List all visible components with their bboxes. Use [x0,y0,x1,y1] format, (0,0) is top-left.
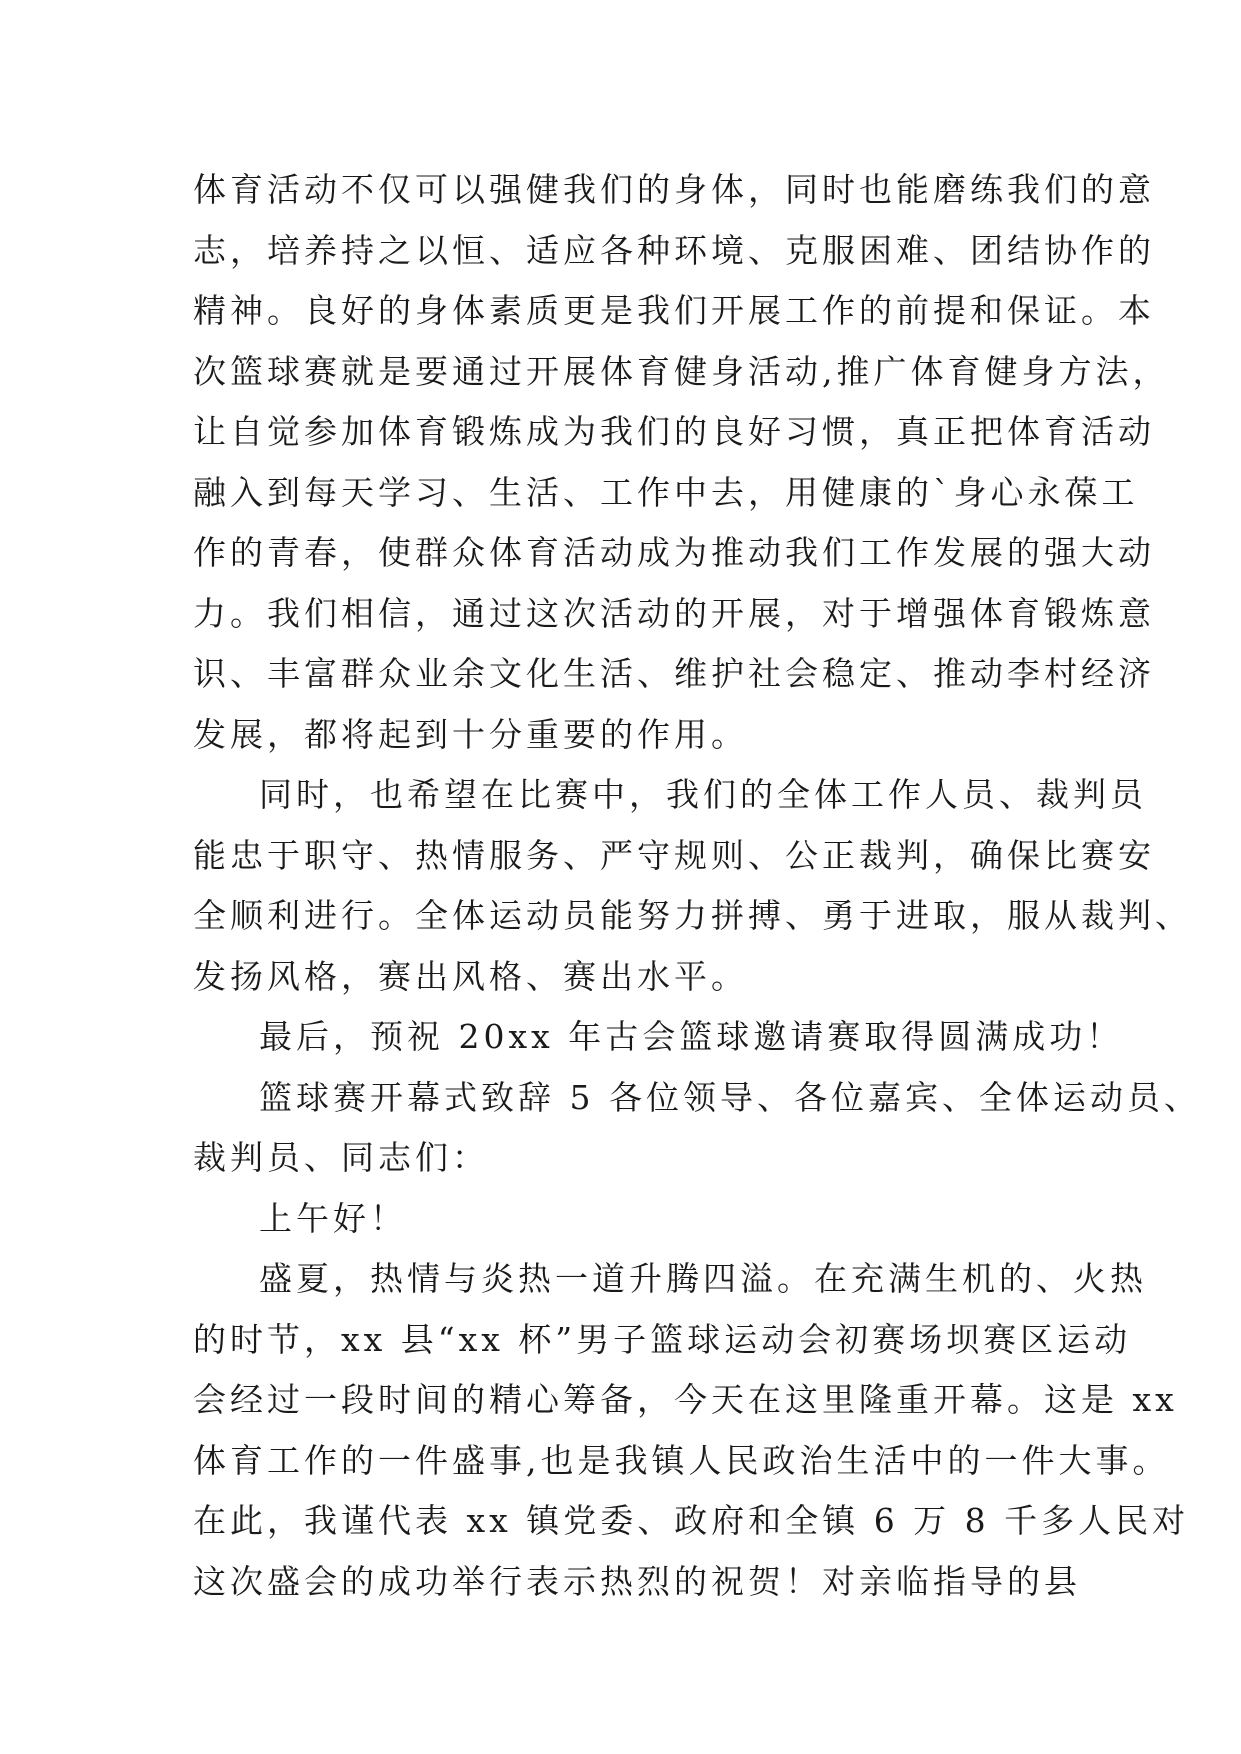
text-line: 识、丰富群众业余文化生活、维护社会稳定、推动李村经济 [193,654,1155,693]
text-line: 让自觉参加体育锻炼成为我们的良好习惯，真正把体育活动 [193,412,1155,451]
text-line: 融入到每天学习、生活、工作中去，用健康的`身心永葆工 [193,472,1139,512]
text-line: 篮球赛开幕式致辞 5 各位领导、各位嘉宾、全体运动员、 [259,1077,1201,1117]
text-line: 体育活动不仅可以强健我们的身体，同时也能磨练我们的意 [193,170,1155,209]
text-line: 这次盛会的成功举行表示热烈的祝贺！对亲临指导的县 [193,1561,1081,1601]
document-body [193,160,1201,1612]
text-line: 发扬风格，赛出风格、赛出水平。 [193,956,748,996]
text-line: 全顺利进行。全体运动员能努力拼搏、勇于进取，服从裁判、 [193,896,1192,935]
text-line: 同时，也希望在比赛中，我们的全体工作人员、裁判员 [259,775,1147,814]
text-line: 力。我们相信，通过这次活动的开展，对于增强体育锻炼意 [193,593,1155,633]
text-line: 志，培养持之以恒、适应各种环境、克服困难、团结协作的 [193,230,1155,270]
text-line: 上午好！ [259,1198,407,1238]
text-line: 盛夏，热情与炎热一道升腾四溢。在充满生机的、火热 [259,1259,1147,1298]
text-line: 的时节，xx 县“xx 杯”男子篮球运动会初赛场坝赛区运动 [193,1319,1132,1359]
text-line: 作的青春，使群众体育活动成为推动我们工作发展的强大动 [193,533,1155,572]
text-line: 裁判员、同志们： [193,1138,489,1177]
text-line: 在此，我谨代表 xx 镇党委、政府和全镇 6 万 8 千多人民对 [193,1501,1190,1540]
text-line: 会经过一段时间的精心筹备，今天在这里隆重开幕。这是 xx [193,1380,1178,1419]
text-line: 次篮球赛就是要通过开展体育健身活动,推广体育健身方法， [193,351,1170,391]
text-line: 最后，预祝 20xx 年古会篮球邀请赛取得圆满成功！ [259,1017,1124,1056]
text-line: 精神。良好的身体素质更是我们开展工作的前提和保证。本 [193,291,1155,330]
text-line: 能忠于职守、热情服务、严守规则、公正裁判，确保比赛安 [193,835,1155,875]
text-line: 发展，都将起到十分重要的作用。 [193,714,748,754]
text-line: 体育工作的一件盛事,也是我镇人民政治生活中的一件大事。 [193,1440,1170,1480]
